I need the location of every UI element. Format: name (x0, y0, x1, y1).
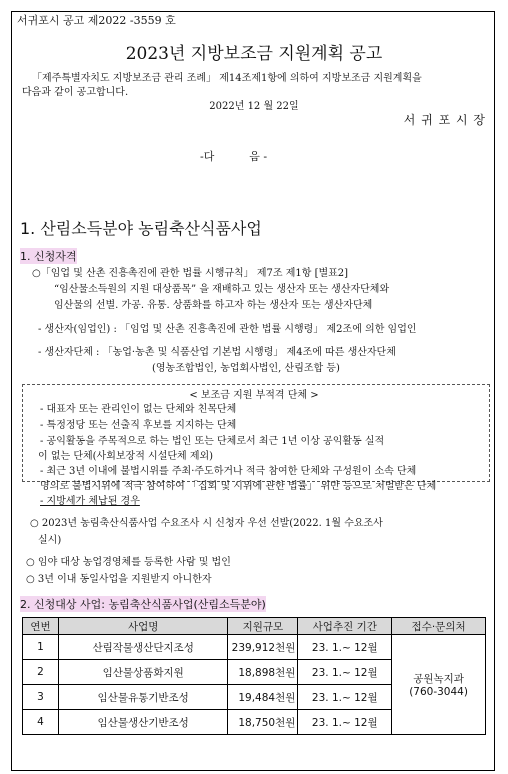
issuer: 서 귀 포 시 장 (403, 113, 486, 127)
condition-line: ○ 2023년 농림축산식품사업 수요조사 시 신청자 우선 선발(2022. 1월 수요조사 (30, 518, 383, 529)
cell-amount: 18,898천원 (228, 660, 298, 685)
col-header-contact: 접수·문의처 (392, 618, 486, 635)
ineligible-item: - 지방세가 체납된 경우 (40, 496, 140, 507)
ineligible-title: < 보조금 지원 부적격 단체 > (189, 390, 319, 401)
cell-project: 임산물유통기반조성 (58, 685, 228, 710)
cell-period: 23. 1.~ 12월 (298, 635, 392, 660)
col-header-no: 연번 (23, 618, 59, 635)
cell-no: 2 (23, 660, 59, 685)
cell-project: 산림작물생산단지조성 (58, 635, 228, 660)
condition-line: ○ 임야 대상 농업경영체를 등록한 사람 및 법인 (26, 557, 231, 568)
cell-amount: 19,484천원 (228, 685, 298, 710)
ineligible-item: - 대표자 또는 관리인이 없는 단체와 친목단체 (40, 404, 237, 415)
eligibility-line: - 생산자단체 : 「농업·농촌 및 식품산업 기본법 시행령」 제4조에 따른 생산자단체 (38, 347, 396, 358)
ineligible-item: 이 없는 단체(사회보장적 시설단체 제외) (38, 451, 214, 462)
col-header-project: 사업명 (58, 618, 228, 635)
intro-line-2: 다음과 같이 공고합니다. (22, 87, 129, 98)
eligibility-line: - 생산자(임업인) : 「임업 및 산촌 진흥촉진에 관한 법률 시행령」 제2조에 의한 임업인 (38, 324, 417, 335)
condition-line: 실시) (38, 535, 62, 546)
cell-no: 3 (23, 685, 59, 710)
contact-phone: (760-3044) (409, 686, 468, 698)
table-header-row (23, 618, 486, 635)
cell-period: 23. 1.~ 12월 (298, 660, 392, 685)
cell-no: 1 (23, 635, 59, 660)
cell-amount: 239,912천원 (228, 635, 298, 660)
eligibility-line: “임산물소득원의 지원 대상품목” 을 재배하고 있는 생산자 또는 생산자단체와 (54, 284, 390, 295)
project-table (22, 617, 486, 735)
document-title: 2023년 지방보조금 지원계획 공고 (125, 44, 383, 64)
ineligible-item: - 공익활동을 주목적으로 하는 법인 또는 단체로서 최근 1년 이상 공익활동 실적 (40, 436, 385, 447)
col-header-period: 사업추진 기간 (298, 618, 392, 635)
cell-amount: 18,750천원 (228, 710, 298, 735)
eligibility-line: ○「임업 및 산촌 진흥촉진에 관한 법률 시행규칙」 제7조 제1항 [별표2] (32, 268, 349, 279)
cell-no: 4 (23, 710, 59, 735)
condition-line: ○ 3년 이내 동일사업을 지원받지 아니한자 (26, 574, 212, 585)
cell-period: 23. 1.~ 12월 (298, 685, 392, 710)
eligibility-line: 임산물의 선별. 가공. 유통. 상품화를 하고자 하는 생산자 또는 생산자단체 (54, 300, 373, 311)
target-project-heading: 2. 신청대상 사업: 농림축산식품사업(산림소득분야) (20, 598, 266, 611)
contact-dept: 공원녹지과 (413, 673, 464, 685)
section-1-title: 1. 산림소득분야 농림축산식품사업 (20, 219, 262, 238)
intro-line-1: 「제주특별자치도 지방보조금 관리 조례」 제14조제1항에 의하여 지방보조금 지원계획을 (32, 73, 422, 84)
cell-period: 23. 1.~ 12월 (298, 710, 392, 735)
cell-project: 임산물생산기반조성 (58, 710, 228, 735)
col-header-amount: 지원규모 (228, 618, 298, 635)
notice-date: 2022년 12 월 22일 (209, 101, 299, 112)
cell-project: 임산물상품화지원 (58, 660, 228, 685)
notice-number: 서귀포시 공고 제2022 -3559 호 (17, 14, 176, 27)
ineligible-item: 명의로 불법시위에 적극 참여하여 「집회 및 시위에 관한 법률」 위반 등으로 처벌받은 단체 (40, 481, 437, 492)
eligibility-line: (영농조합법인, 농업회사법인, 산림조합 등) (152, 363, 340, 374)
da-eum-heading: -다 음 - (200, 150, 268, 163)
eligibility-heading: 1. 신청자격 (20, 250, 77, 263)
ineligible-item: - 특정정당 또는 선출직 후보를 지지하는 단체 (40, 420, 237, 431)
table-row (23, 635, 486, 660)
cell-contact (392, 635, 486, 735)
ineligible-item: - 최근 3년 이내에 불법시위를 주최·주도하거나 적극 참여한 단체와 구성원이 소속 단체 (40, 466, 417, 477)
